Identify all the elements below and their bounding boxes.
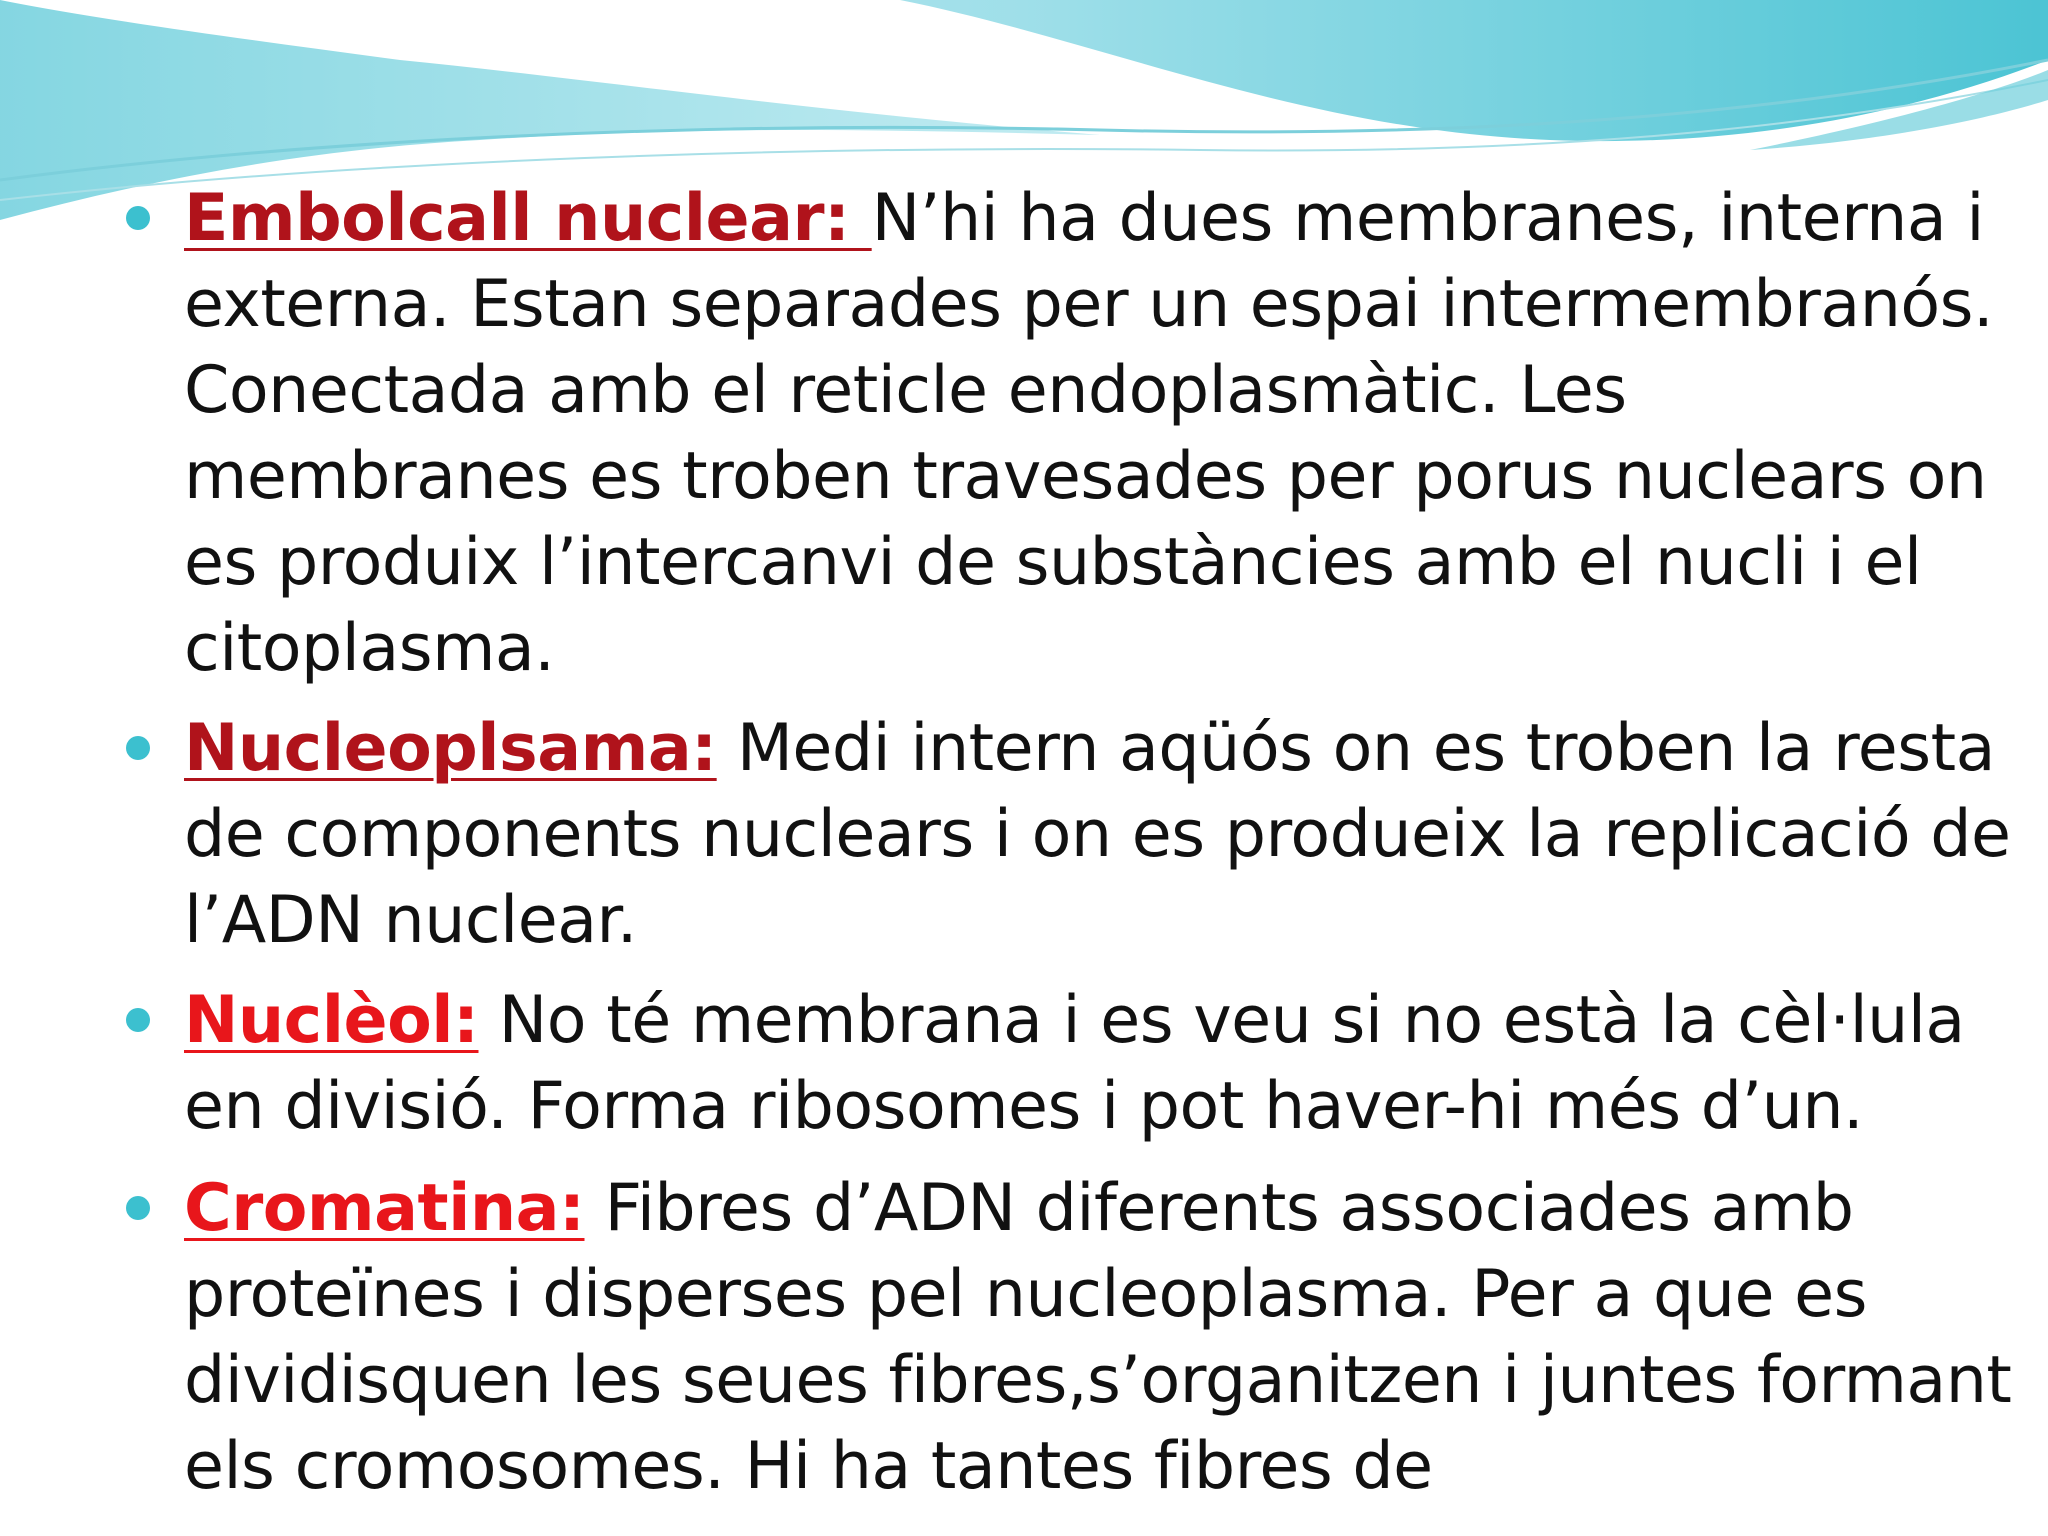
list-item: [126, 978, 2026, 1150]
term-label: Cromatina:: [184, 1171, 585, 1246]
list-item: [126, 176, 2026, 692]
list-item: [126, 1166, 2026, 1510]
term-description: Medi intern aqüós on es troben la resta de components nuclears i on es produeix la replicació de l’ADN nuclear.: [184, 711, 2011, 958]
term-label: Embolcall nuclear:: [184, 181, 872, 256]
bullet-list: [126, 176, 2026, 1524]
bullet-dot-icon: [126, 736, 150, 760]
bullet-dot-icon: [126, 1008, 150, 1032]
term-description: Fibres d’ADN diferents associades amb proteïnes i disperses pel nucleoplasma. Per a que es dividisquen les seues fibres,s’organitzen i juntes formant els cromosomes. Hi ha tantes fibres de: [184, 1171, 2012, 1504]
bullet-dot-icon: [126, 206, 150, 230]
term-label: Nuclèol:: [184, 983, 479, 1058]
term-description: N’hi ha dues membranes, interna i externa. Estan separades per un espai intermembranós. Conectada amb el reticle endoplasmàtic. Les membranes es troben travesades per porus nuclears on es produix l’intercanvi de substàncies amb el nucli i el citoplasma.: [184, 181, 1994, 686]
bullet-dot-icon: [126, 1196, 150, 1220]
term-description: No té membrana i es veu si no està la cèl·lula en divisió. Forma ribosomes i pot haver-hi més d’un.: [184, 983, 1965, 1144]
list-item: [126, 706, 2026, 964]
term-label: Nucleoplsama:: [184, 711, 717, 786]
